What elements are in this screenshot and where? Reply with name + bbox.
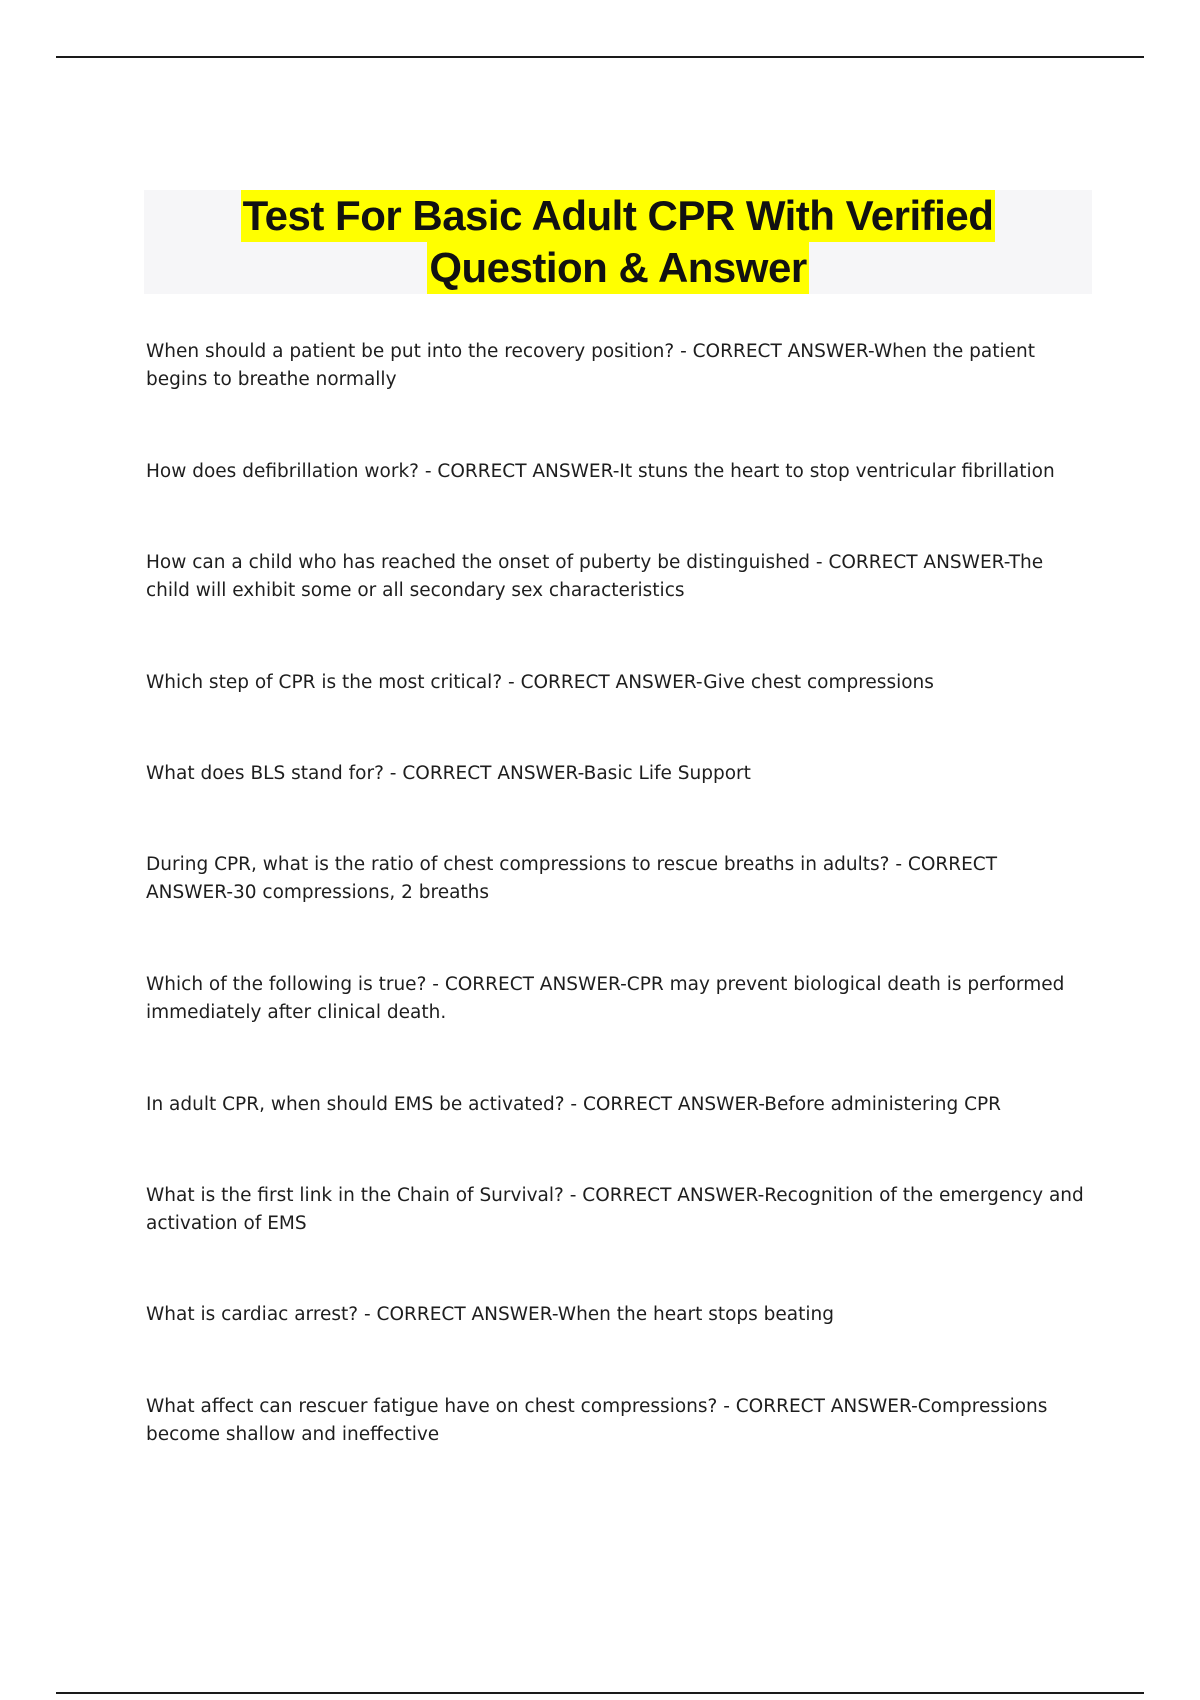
qa-list	[146, 338, 1086, 1449]
page-title-line-2: Question & Answer	[427, 242, 808, 294]
qa-item: What is the first link in the Chain of Survival? - CORRECT ANSWER-Recognition of the emergency and activation of EMS	[146, 1185, 1084, 1234]
qa-item: During CPR, what is the ratio of chest compressions to rescue breaths in adults? - CORRECT ANSWER-30 compressions, 2 breaths	[146, 854, 998, 903]
qa-item: How can a child who has reached the onset of puberty be distinguished - CORRECT ANSWER-The child will exhibit some or all secondary sex characteristics	[146, 552, 1044, 601]
bottom-rule	[56, 1692, 1144, 1694]
qa-item: When should a patient be put into the recovery position? - CORRECT ANSWER-When the patient begins to breathe normally	[146, 341, 1035, 390]
qa-item: How does defibrillation work? - CORRECT ANSWER-It stuns the heart to stop ventricular fibrillation	[146, 461, 1055, 482]
qa-item: In adult CPR, when should EMS be activated? - CORRECT ANSWER-Before administering CPR	[146, 1094, 1002, 1115]
qa-item: What does BLS stand for? - CORRECT ANSWER-Basic Life Support	[146, 763, 751, 784]
top-rule	[56, 56, 1144, 58]
qa-item: Which step of CPR is the most critical? - CORRECT ANSWER-Give chest compressions	[146, 672, 934, 693]
qa-item: Which of the following is true? - CORRECT ANSWER-CPR may prevent biological death is performed immediately after clinical death.	[146, 974, 1065, 1023]
page-title-line-1: Test For Basic Adult CPR With Verified	[241, 190, 996, 242]
title-block	[144, 190, 1092, 294]
qa-item: What affect can rescuer fatigue have on chest compressions? - CORRECT ANSWER-Compressions become shallow and ineffective	[146, 1396, 1048, 1445]
qa-item: What is cardiac arrest? - CORRECT ANSWER-When the heart stops beating	[146, 1304, 835, 1325]
